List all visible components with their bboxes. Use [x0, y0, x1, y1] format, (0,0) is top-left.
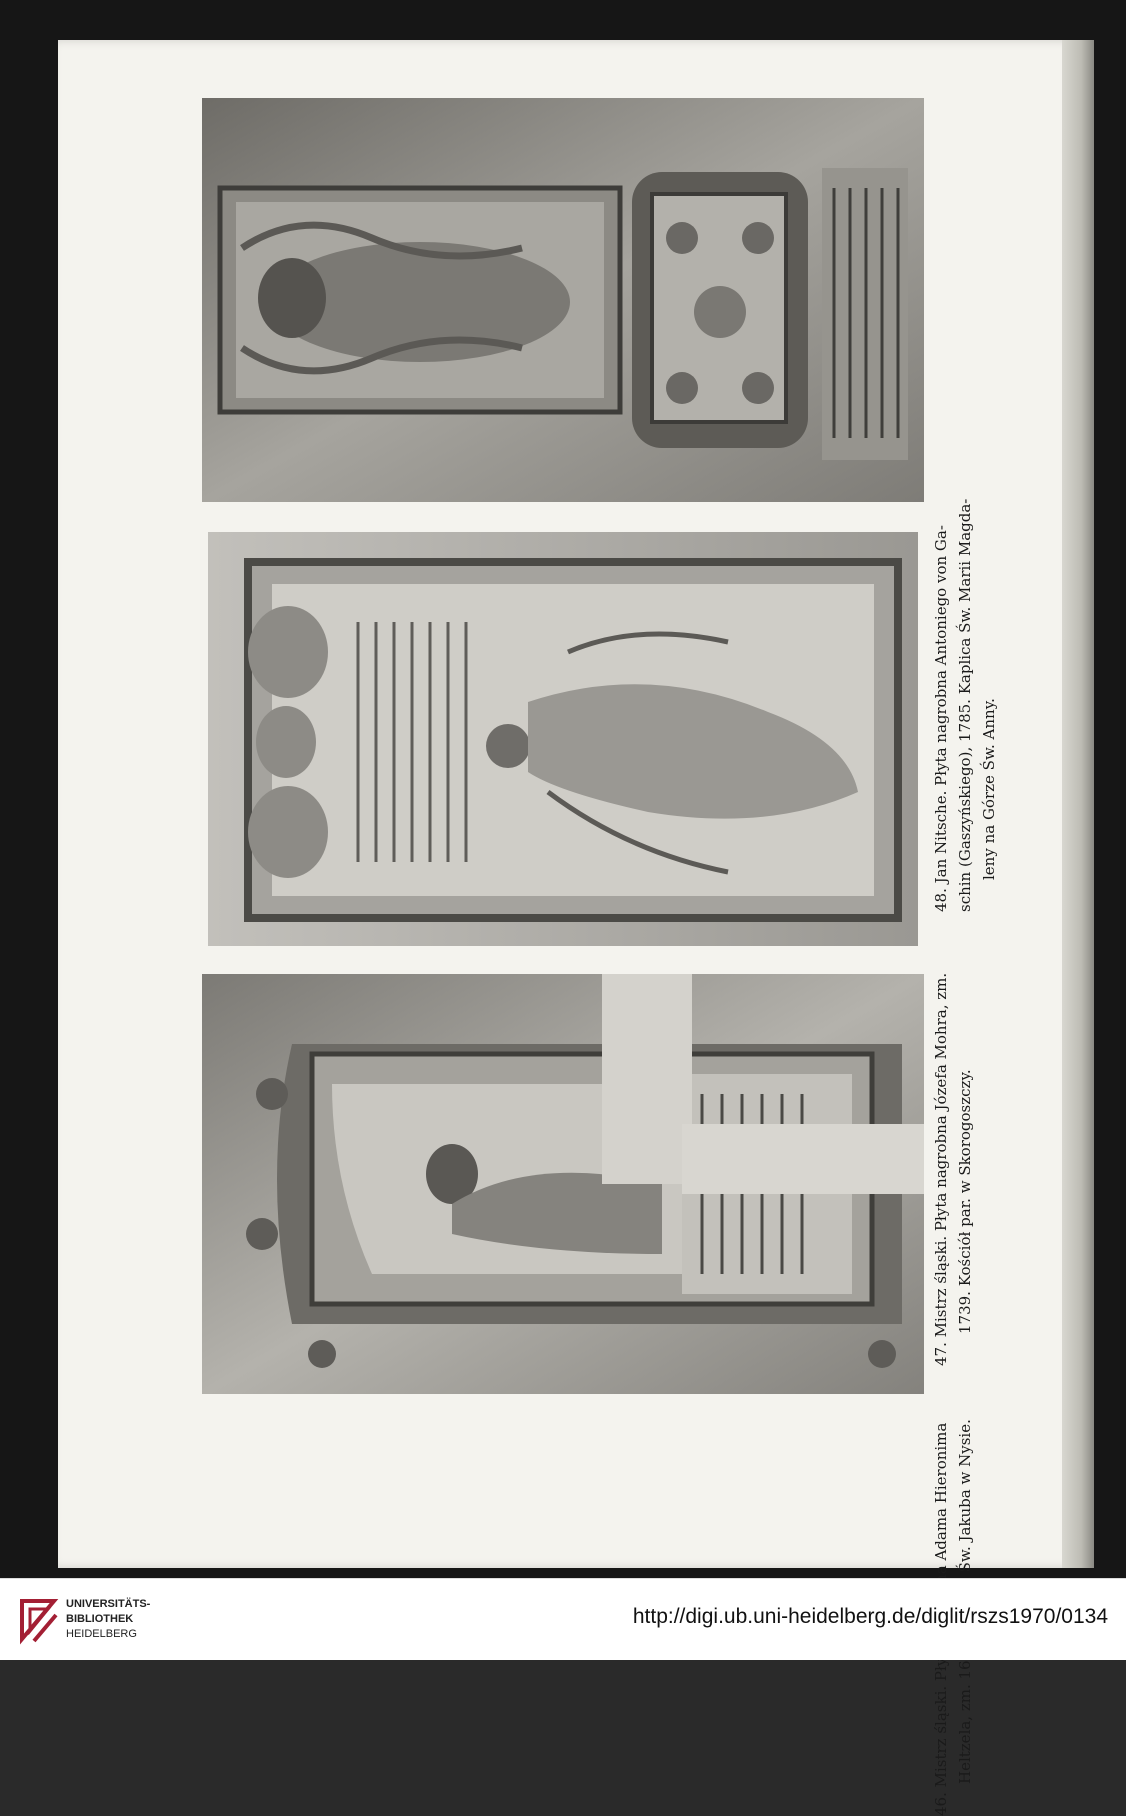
- caption-47: [929, 946, 981, 1366]
- library-name-line-2: BIBLIOTHEK: [66, 1613, 134, 1625]
- library-name-line-3: HEIDELBERG: [66, 1628, 137, 1640]
- tombstone-heltzel-image: [202, 974, 924, 1394]
- book-page: [58, 40, 1094, 1568]
- plate-46-photo: [202, 974, 924, 1394]
- library-name: [66, 1597, 150, 1642]
- caption-48-line-3: leny na Górze Św. Anny.: [980, 698, 998, 880]
- permalink-url[interactable]: http://digi.ub.uni-heidelberg.de/diglit/rszs1970/0134: [632, 1605, 1108, 1628]
- plate-47-photo: [208, 532, 918, 946]
- page-edge: [1062, 40, 1094, 1568]
- caption-48: [929, 498, 1005, 912]
- viewer-footer: [0, 1578, 1126, 1660]
- tombstone-mohr-image: [208, 532, 918, 946]
- caption-47-line-2: 1739. Kościół par. w Skorogoszczy.: [956, 1069, 974, 1334]
- caption-48-line-2: schin (Gaszyńskiego), 1785. Kaplica Św. Marii Magda-: [956, 498, 974, 912]
- tombstone-gaschin-image: [202, 98, 924, 502]
- library-logo-icon: [16, 1595, 60, 1645]
- caption-47-line-1: 47. Mistrz śląski. Płyta nagrobna Józefa Mohra, zm.: [932, 972, 950, 1366]
- caption-48-line-1: 48. Jan Nitsche. Płyta nagrobna Antoniego von Ga-: [932, 525, 950, 912]
- plate-48-photo: [202, 98, 924, 502]
- library-name-line-1: UNIVERSITÄTS-: [66, 1598, 151, 1610]
